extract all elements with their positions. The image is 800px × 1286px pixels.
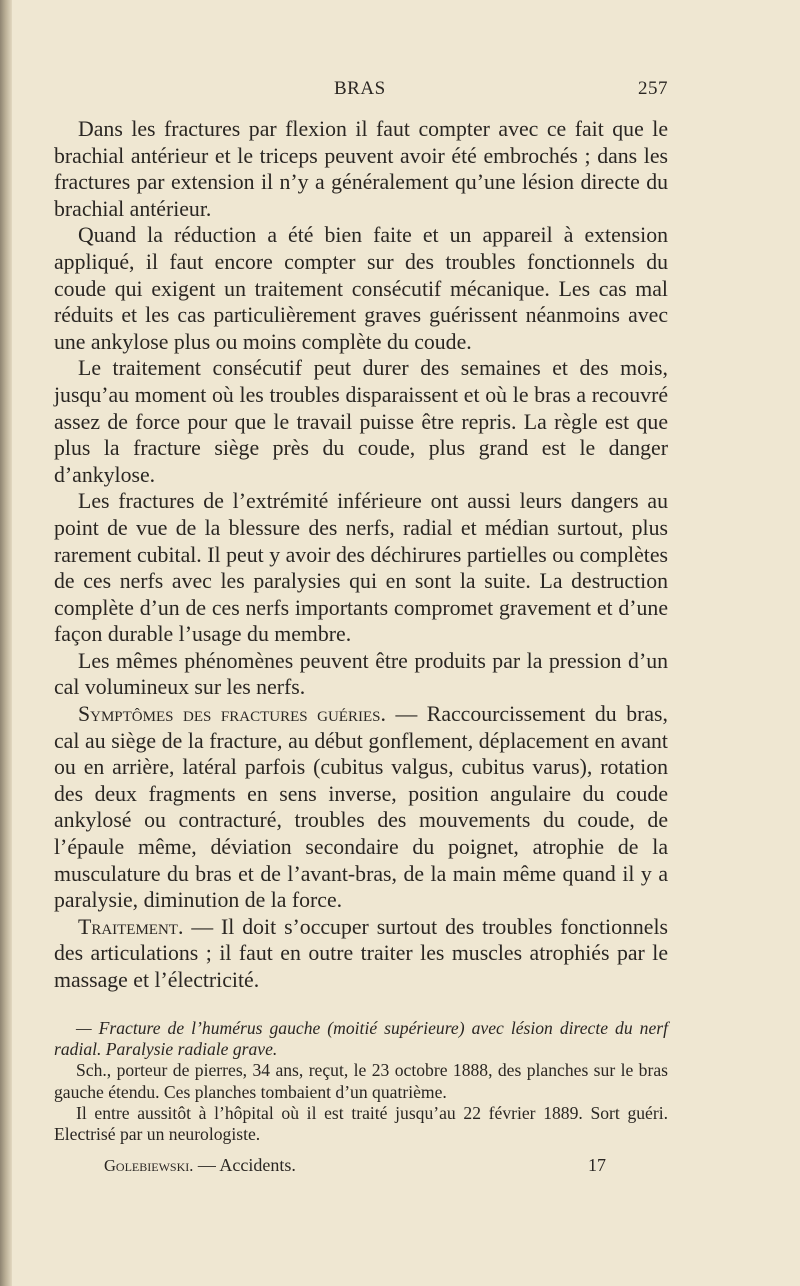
sheet-number: 17 — [588, 1155, 606, 1175]
book-signature — [104, 1155, 296, 1176]
running-title: BRAS — [334, 78, 386, 99]
main-text — [54, 116, 668, 994]
signature-line — [54, 1155, 668, 1179]
book-spine-shadow — [0, 0, 12, 1286]
case-report — [54, 1018, 668, 1145]
paragraph-traitement — [54, 914, 668, 994]
case-title: — Fracture de l’humérus gauche (moitié supérieure) avec lésion directe du nerf radial. Paralysie radiale grave. — [54, 1018, 668, 1060]
case-paragraph: Sch., porteur de pierres, 34 ans, reçut, le 23 octobre 1888, des planches sur le bras gauche étendu. Ces planches tombaient d’un quatrième. — [54, 1060, 668, 1102]
paragraph: Quand la réduction a été bien faite et un appareil à extension appliqué, il faut encore compter sur des troubles fonctionnels du coude qui exigent un traitement consécutif mécanique. Les cas mal réduits et les cas particulièrement graves guérissent néanmoins avec une ankylose plus ou moins complète du coude. — [54, 223, 668, 354]
case-paragraph: Il entre aussitôt à l’hôpital où il est traité jusqu’au 22 février 1889. Sort guéri. Electrisé par un neurologiste. — [54, 1102, 668, 1145]
paragraph-symptomes — [54, 701, 668, 914]
running-header — [54, 78, 668, 104]
paragraph: Les mêmes phénomènes peuvent être produits par la pression d’un cal volumineux sur les nerfs. — [54, 648, 668, 700]
section-text: — Il doit s’occuper surtout des troubles fonctionnels des articulations ; il faut en outre traiter les muscles atrophiés par le massage et l’électricité. — [54, 914, 668, 992]
paragraph: Dans les fractures par flexion il faut compter avec ce fait que le brachial antérieur et le triceps peuvent avoir été embrochés ; dans les fractures par extension il n’y a généralement qu’une lésion directe du brachial antérieur. — [54, 117, 668, 221]
section-heading: Traitement. — [78, 914, 184, 939]
book-page — [54, 0, 668, 1286]
page-number: 257 — [638, 78, 668, 99]
author-name: Golebiewski. — [104, 1156, 194, 1175]
paragraph: Le traitement consécutif peut durer des semaines et des mois, jusqu’au moment où les troubles disparaissent et où le bras a recouvré assez de force pour que le travail puisse être repris. La règle est que plus la fracture siège près du coude, plus grand est le danger d’ankylose. — [54, 356, 668, 487]
section-heading: Symptômes des fractures guéries. — [78, 702, 386, 727]
section-text: — Raccourcissement du bras, cal au siège de la fracture, au début gonflement, déplacement en avant ou en arrière, latéral parfois (cubitus valgus, cubitus varus), rotation des deux fragments en sens inverse, position angulaire du coude ankylosé ou contracturé, troubles des mouvements du coude, de l’épaule même, déviation secondaire du poignet, atrophie de la musculature du bras et de l’avant-bras, de la main même quand il y a paralysie, diminution de la force. — [54, 702, 668, 913]
book-title: — Accidents. — [193, 1155, 296, 1175]
paragraph: Les fractures de l’extrémité inférieure ont aussi leurs dangers au point de vue de la blessure des nerfs, radial et médian surtout, plus rarement cubital. Il peut y avoir des déchirures partielles ou complètes de ces nerfs avec les paralysies qui en sont la suite. La destruction complète d’un de ces nerfs importants compromet gravement et d’une façon durable l’usage du membre. — [54, 489, 668, 647]
